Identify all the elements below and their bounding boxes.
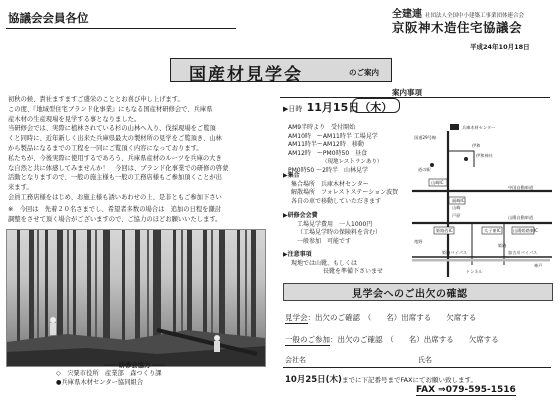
attendance-title: 見学会へのご出欠の確認 [352,289,468,300]
credit-line: ●兵庫県木材センター協同組合 [56,378,144,386]
caution-section [283,251,383,277]
schedule-item: AM10時 ーAM11時半 工場見学 [288,132,378,140]
capacity-note [8,205,270,225]
page-subtitle: のご案内 [349,68,379,77]
deadline-text: までに下記番号までFAXにてお願い致します。 [341,376,477,384]
schedule [288,124,382,176]
schedule-title: AM9半時より 受付開始 [288,124,356,131]
fee-line: 一般参加 可能です [297,237,352,245]
attendance-bar [283,283,553,301]
tour-label: 見学会 [285,313,308,322]
fee-title: ▶研修会会費 [283,212,318,219]
addressee: 協議会会員各位 [8,11,89,25]
caution-line: 長靴を準備下さいませ [323,268,384,276]
page-title: 国産材見学会 [189,65,303,85]
org-full: 社団法人全国中小建築工事業団体連合会 [425,13,525,19]
event-date [283,99,392,115]
intro-text [8,95,270,203]
map-label: 太子東IC [484,228,501,233]
org-short: 全建連 [392,9,422,20]
issue-date: 平成24年10月18日 [470,43,530,51]
title-banner [170,58,392,85]
date-value: 11月15日（木） [306,101,393,114]
credit-block [56,362,256,387]
map-label: 山崎IC [431,180,444,185]
map-label: 伊和神社 [476,153,493,158]
tour-attendance-row[interactable] [285,312,476,323]
intro-line: な自然と共に体感してみませんか！ 今回は、ブランド化事業での研修の啓蒙 [8,164,229,172]
fee-section [283,212,381,246]
credit-line: ◇ 宍粟市役所 産業部 森つくり課 [56,370,162,378]
info-divider [280,97,550,98]
map-label: 竜野 [414,239,423,244]
map-label: トンネル [466,269,483,274]
map-label: 福崎IC [452,198,465,203]
schedule-item: PM0時50 ～2時半 山林見学 [288,166,368,174]
map-label: 道の駅 [418,167,431,172]
intro-line: 当研修会では、実際に植林されている杉の山林へ入り、伐採現場をご覧頂 [8,125,216,133]
fax-number: FAX ⇒079-595-1516 [416,385,516,395]
caution-title: ▶注意事項 [283,251,312,258]
meeting-title: ▶集合 [283,172,300,179]
company-field[interactable] [285,355,306,365]
map-label: 山陽姫路東IC [513,228,539,233]
deadline-date: 10月25日(木) [285,375,342,385]
schedule-item: （現地レストランあり） [322,159,383,166]
map-label: 姫路 [498,243,507,248]
map-label: 中国自動車道 [508,185,534,190]
map-label: 神戸 [534,263,543,268]
map-label: 戸原 [452,213,461,218]
map-label: 山崎 [452,205,461,210]
meeting-line: 各自の車で移動していただきます [291,197,382,205]
fee-line: （工場見学時の保険料を含む） [297,229,382,237]
schedule-item: AM12時 ーPM0時50 昼食 [288,149,368,157]
tour-options[interactable]: ：出欠のご確認 （ 名）出席する 欠席する [307,313,477,322]
general-label: 一般のご参加 [285,335,330,344]
map-label: 国道29号線 [414,135,437,140]
intro-line: 来ます。 [8,184,33,192]
intro-line: 初秋の候、貴社ますますご盛栄のこととお喜び申し上げます。 [8,96,184,103]
deadline [285,373,477,385]
general-options[interactable]: ：出欠のご確認 （ 名）出席する 欠席する [330,335,499,344]
intro-line: 産木材の生産現場を見学する事となりました。 [8,115,141,123]
date-label: ▶日時 [283,105,303,113]
name-label: 氏名 [418,356,432,364]
map-label: 加古川バイパス [508,250,538,255]
note-line: ※ 今回は 先着２０名さまでし、希望者多数の場合は 追加の日程を鎌討 [8,206,222,213]
intro-line: 会員工務店様をはじめ、お施主様も誘いあわせの上、是非ともご参加下さい [8,193,222,201]
meeting-section [283,172,398,206]
map-label: 伊和 [472,143,481,148]
map-label: 山陽自動車道 [508,215,534,220]
council-name: 京阪神木造住宅協議会 [392,20,523,35]
intro-line: 私たちが、今後実際に使用するであろう、兵庫県産材のルーツを兵庫の大き [8,154,222,162]
credit-title: ―― 研修会協力 ―― [104,362,166,369]
caution-line: 現地では山靴、もしくは [291,259,358,267]
forest-illustration [7,230,265,366]
meeting-line: 集合場所 兵庫木材センター [291,180,369,188]
info-title: 案内事項 [392,88,422,97]
schedule-item: AM11時半ーAM12時 移動 [288,141,364,149]
map-label: 兵庫木材センター [462,125,496,130]
addressee-underline [6,28,236,29]
note-line: 調整をさせて頂く場合がございますので、ご協力のほどお願いいたします。 [8,216,222,223]
name-field[interactable] [418,355,432,365]
map-label: 姫路西IC [436,228,453,233]
meeting-line: 解散場所 フォレストステーション波賀 [291,189,399,197]
intro-line: から製品になるまでの工程を一同にご覧頂く内容になっております。 [8,144,203,152]
fee-line: 工場見学費用 一人1000円 [297,220,373,228]
intro-line: くと同時に、近年新しく出来た兵庫県最大の製材所の見学をご覧頂き、山林 [8,135,222,143]
intro-line: この度、『地域型住宅ブランド化事業』にもなる国産材研修会で、兵庫県 [8,105,213,113]
access-map [412,119,552,279]
intro-line: 活動となりますので、一般の施主様も一般の工務店様もご参加頂くことが出 [8,174,222,182]
general-attendance-row[interactable] [285,334,499,345]
form-underline [283,367,551,368]
company-label: 会社名 [285,356,306,364]
map-label: 姫路バイパス [442,250,468,255]
forest-photo [6,229,266,367]
